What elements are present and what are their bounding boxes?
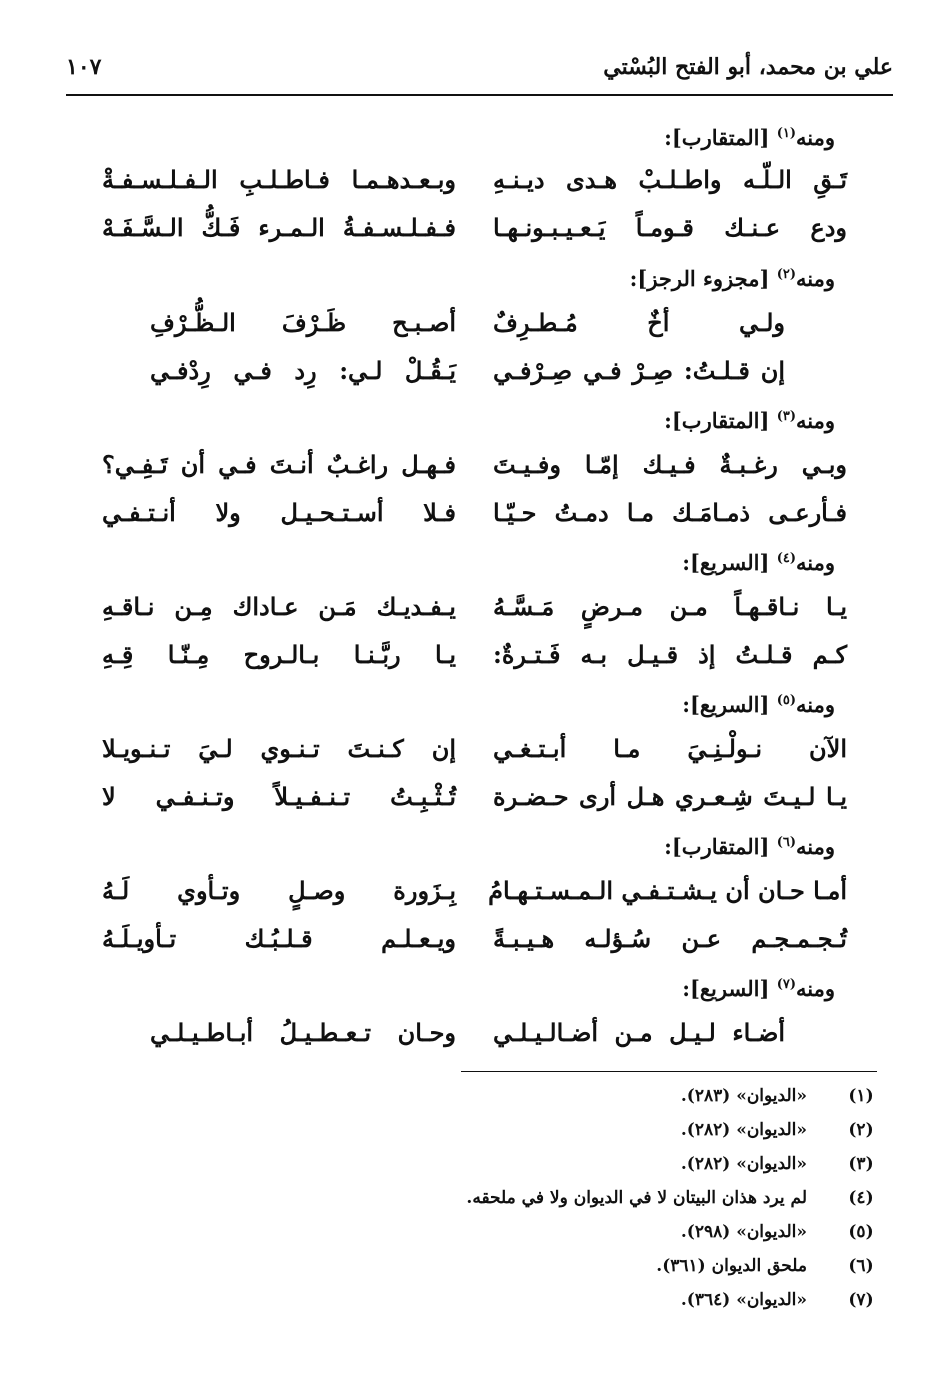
verse-first-hemistich: تُـجـمـجـم عـن سُـؤلـه هـيـبـةً xyxy=(493,924,847,953)
verse-second-hemistich: بِـزَورة وصـلٍ وتـأوي لَـهُ xyxy=(102,876,456,905)
footnote-text: «الديوان» (٢٨٣). xyxy=(680,1086,807,1106)
footnote-number: (١) xyxy=(848,1086,874,1106)
verse-first-hemistich: ودع عـنـك قـومـاً يَـعـيـبـونـهـا xyxy=(493,213,847,242)
poem-intro: ومنه$^{(٧)}$ [السريع]: xyxy=(682,976,835,1001)
verse-first-hemistich: يـا لـيـتَ شِـعـري هـل أرى حـضـرة xyxy=(493,782,847,811)
verse-first-hemistich: يـا نـاقـهـاً مـن مـرضٍ مَـسَّـهُ xyxy=(493,592,847,621)
footnote-number: (٢) xyxy=(848,1120,874,1140)
footnote-number: (٤) xyxy=(848,1188,874,1208)
footnote xyxy=(59,1188,879,1218)
footnote xyxy=(59,1290,879,1320)
poem-intro: ومنه$^{(٤)}$ [السريع]: xyxy=(682,550,835,575)
poem-intro: ومنه$^{(٣)}$ [المتقارب]: xyxy=(664,408,835,433)
footnote xyxy=(59,1086,879,1116)
verse-first-hemistich: إن قـلـتُ: صِـرْ فـي صِـرْفـي xyxy=(493,356,785,385)
footnote-number: (٧) xyxy=(848,1290,874,1310)
verse-second-hemistich: ويـعـلـم قـلـبُـك تـأويـلَـهُ xyxy=(102,924,456,953)
verse-second-hemistich: وبـعـدهـمـا فـاطـلـبِ الـفـلـسـفـةْ xyxy=(102,165,456,194)
verse-second-hemistich: فـفـلـسـفـةُ الـمـرء فَـكُّ الـسَّـفَـهْ xyxy=(102,213,456,242)
footnote xyxy=(59,1222,879,1252)
verse-second-hemistich: يـفـديـك مَـن عـاداك مِـن نـاقـهِ xyxy=(102,592,456,621)
footnote-number: (٣) xyxy=(848,1154,874,1174)
verse-first-hemistich: تَـقِ الـلّـه واطـلـبْ هـدى ديـنـهِ xyxy=(493,165,847,194)
footnote-text: «الديوان» (٢٨٢). xyxy=(680,1154,807,1174)
verse-second-hemistich: فـلا أسـتـحـيـل ولا أنـتـفـي xyxy=(102,498,456,527)
running-title: علي بن محمد، أبو الفتح البُسْتي xyxy=(603,54,893,80)
footnote xyxy=(59,1120,879,1150)
verse-second-hemistich: إن كـنـتَ تـنـوي لـيَ تـنـويـلا xyxy=(102,734,456,763)
verse-first-hemistich: أمـا حـان أن يـشـتـفـي الـمـسـتـهـامُ xyxy=(488,876,847,905)
footnote-number: (٦) xyxy=(848,1256,874,1276)
verse-second-hemistich: وحـان تـعـطـيـلُ أبـاطـيـلـي xyxy=(150,1018,456,1047)
page-header xyxy=(66,48,893,96)
verse-second-hemistich: تُـثْـبِـتُ تـنـفـيـلاً وتـنـفـي لا xyxy=(102,782,456,811)
footnote-text: ملحق الديوان (٣٦١). xyxy=(656,1256,807,1276)
footnote xyxy=(59,1256,879,1286)
verse-second-hemistich: أصـبـح ظَـرْفَ الـظُّـرْفِ xyxy=(150,308,456,337)
verse-first-hemistich: الآن نـولْـنِـيَ مـا أبـتـغـي xyxy=(493,734,847,763)
poem-intro: ومنه$^{(٦)}$ [المتقارب]: xyxy=(664,834,835,859)
verse-first-hemistich: أضـاء لـيـل مـن أضـالـيـلـي xyxy=(493,1018,785,1047)
footnote-text: «الديوان» (٢٩٨). xyxy=(680,1222,807,1242)
verse-first-hemistich: كـم قـلـتُ إذ قـيـل بـه فَـتـرةٌ: xyxy=(493,640,847,669)
poem-intro: ومنه$^{(٢)}$ [مجزوء الرجز]: xyxy=(629,266,835,291)
verse-first-hemistich: فـأرعـى ذمـامَـك مـا دمـتُ حـيّـا xyxy=(493,498,847,527)
verse-second-hemistich: يَـقُـلْ لـي: رِد فـي رِدْفـي xyxy=(150,356,456,385)
footnote-divider xyxy=(461,1071,877,1072)
footnote xyxy=(59,1154,879,1184)
verse-second-hemistich: فـهـل راغـبٌ أنـتَ فـي أن تَـفِـي؟ xyxy=(102,450,456,479)
footnote-text: «الديوان» (٢٨٢). xyxy=(680,1120,807,1140)
footnote-text: «الديوان» (٣٦٤). xyxy=(680,1290,807,1310)
poem-intro: ومنه$^{(٥)}$ [السريع]: xyxy=(682,692,835,717)
verse-second-hemistich: يـا ربَّـنـا بـالـروح مِـنّـا قِـهِ xyxy=(102,640,456,669)
page-number: ١٠٧ xyxy=(66,54,102,80)
poem-intro: ومنه$^{(١)}$ [المتقارب]: xyxy=(664,125,835,150)
verse-first-hemistich: ولـي أخٌ مُـطـرِفٌ xyxy=(493,308,785,337)
footnote-text: لم يرد هذان البيتان لا في الديوان ولا في ملحقه. xyxy=(466,1188,807,1208)
footnote-number: (٥) xyxy=(848,1222,874,1242)
verse-first-hemistich: وبـي رغـبـةٌ فـيـك إمّـا وفـيـتَ xyxy=(493,450,847,479)
